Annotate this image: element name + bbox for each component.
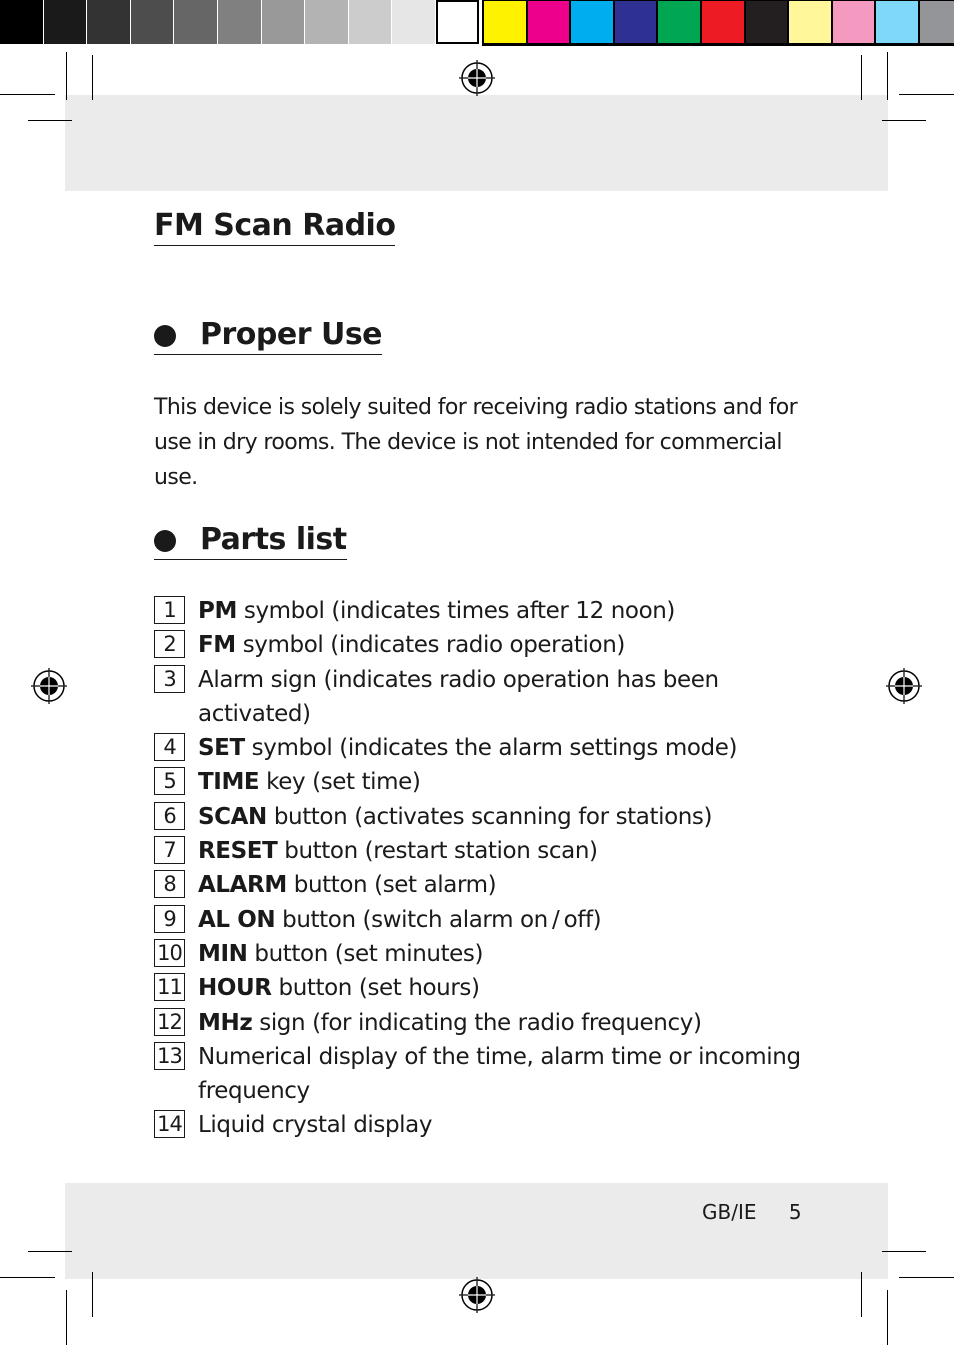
item-description <box>198 903 814 937</box>
item-description <box>198 937 814 971</box>
item-key-name: ALARM <box>198 872 287 899</box>
item-description <box>198 1108 814 1142</box>
calibration-swatch <box>218 0 261 44</box>
item-key-name: AL ON <box>198 906 276 933</box>
parts-list-item <box>154 903 814 937</box>
calibration-swatch <box>174 0 217 44</box>
parts-list-item <box>154 800 814 834</box>
item-number: 12 <box>154 1008 185 1036</box>
item-description <box>198 971 814 1005</box>
item-text: button (activates scanning for stations) <box>266 803 713 830</box>
calibration-swatch <box>0 0 43 44</box>
parts-list-heading <box>154 522 347 560</box>
calibration-swatch <box>571 1 613 43</box>
calibration-swatch <box>262 0 305 44</box>
parts-list-item <box>154 628 814 662</box>
page-footer <box>702 1200 802 1224</box>
item-number: 7 <box>154 836 185 864</box>
item-number: 6 <box>154 802 185 830</box>
item-text: button (set alarm) <box>286 872 497 899</box>
document-title: FM Scan Radio <box>154 208 395 246</box>
item-description <box>198 800 814 834</box>
item-key-name: MHz <box>198 1009 253 1036</box>
calibration-swatch <box>528 1 570 43</box>
item-key-name: HOUR <box>198 975 272 1002</box>
item-description <box>198 868 814 902</box>
calibration-swatch <box>44 0 87 44</box>
calibration-swatch <box>833 1 875 43</box>
item-number: 10 <box>154 939 185 967</box>
item-key-name: FM <box>198 632 236 659</box>
parts-list-item <box>154 834 814 868</box>
item-description <box>198 628 814 662</box>
page-number: 5 <box>788 1200 802 1224</box>
proper-use-text: This device is solely suited for receiving radio stations and for use in dry rooms. The device is not intended for commercial use. <box>154 395 798 490</box>
item-text: Numerical display of the time, alarm time or incoming frequency <box>198 1043 801 1105</box>
parts-list-item <box>154 1006 814 1040</box>
item-number: 9 <box>154 905 185 933</box>
registration-mark-icon <box>886 668 922 704</box>
parts-list-item <box>154 663 814 732</box>
calibration-swatch <box>920 1 954 43</box>
parts-list-item <box>154 971 814 1005</box>
item-description <box>198 834 814 868</box>
item-text: sign (for indicating the radio frequency) <box>252 1009 702 1036</box>
section-title: Proper Use <box>200 317 382 355</box>
item-description <box>198 765 814 799</box>
calibration-swatch <box>349 0 392 44</box>
parts-list-item <box>154 594 814 628</box>
section-title: Parts list <box>200 522 347 560</box>
item-number: 5 <box>154 767 185 795</box>
calibration-swatch <box>484 1 526 43</box>
parts-list-item <box>154 765 814 799</box>
item-key-name: MIN <box>198 940 248 967</box>
calibration-swatch <box>305 0 348 44</box>
item-text: button (set minutes) <box>247 940 484 967</box>
parts-list <box>154 594 814 1143</box>
parts-list-item <box>154 731 814 765</box>
parts-list-item <box>154 937 814 971</box>
calibration-swatch <box>615 1 657 43</box>
item-number: 3 <box>154 665 185 693</box>
item-description <box>198 1040 814 1109</box>
item-text: Liquid crystal display <box>198 1112 433 1139</box>
calibration-swatch <box>876 1 918 43</box>
calibration-swatch <box>702 1 744 43</box>
calibration-swatch <box>789 1 831 43</box>
item-number: 14 <box>154 1110 185 1138</box>
item-text: button (set hours) <box>271 975 480 1002</box>
bullet-icon <box>154 530 176 552</box>
item-text: key (set time) <box>259 769 421 796</box>
item-key-name: TIME <box>198 769 260 796</box>
region-code: GB/IE <box>702 1200 757 1224</box>
item-key-name: PM <box>198 598 237 624</box>
item-description <box>198 731 814 765</box>
item-text: symbol (indicates radio operation) <box>235 632 625 659</box>
item-text: button (restart station scan) <box>277 838 598 865</box>
item-number: 1 <box>154 596 185 624</box>
footer-band <box>65 1183 888 1279</box>
item-key-name: SET <box>198 735 245 762</box>
calibration-swatch <box>392 0 435 44</box>
registration-mark-icon <box>31 668 67 704</box>
calibration-swatch <box>436 0 479 44</box>
heading-underline <box>154 354 200 355</box>
calibration-swatch <box>658 1 700 43</box>
item-description <box>198 594 814 628</box>
parts-list-item <box>154 868 814 902</box>
heading-underline <box>154 559 200 560</box>
item-number: 8 <box>154 870 185 898</box>
item-description <box>198 663 814 732</box>
calibration-swatch <box>131 0 174 44</box>
item-text: Alarm sign (indicates radio operation has been activated) <box>198 666 719 727</box>
item-number: 4 <box>154 733 185 761</box>
parts-list-item <box>154 1108 814 1142</box>
parts-list-item <box>154 1040 814 1109</box>
item-key-name: SCAN <box>198 803 267 830</box>
item-number: 13 <box>154 1042 185 1070</box>
item-description <box>198 1006 814 1040</box>
item-text: symbol (indicates times after 12 noon) <box>236 598 675 624</box>
registration-mark-icon <box>459 1277 495 1313</box>
calibration-swatch <box>746 1 788 43</box>
calibration-swatch <box>87 0 130 44</box>
item-text: symbol (indicates the alarm settings mode) <box>244 735 738 762</box>
item-number: 11 <box>154 973 185 1001</box>
header-band <box>65 95 888 191</box>
item-key-name: RESET <box>198 838 278 865</box>
item-number: 2 <box>154 630 185 658</box>
proper-use-heading <box>154 317 382 355</box>
registration-mark-icon <box>459 60 495 96</box>
bullet-icon <box>154 325 176 347</box>
item-text: button (switch alarm on / off) <box>275 906 602 933</box>
